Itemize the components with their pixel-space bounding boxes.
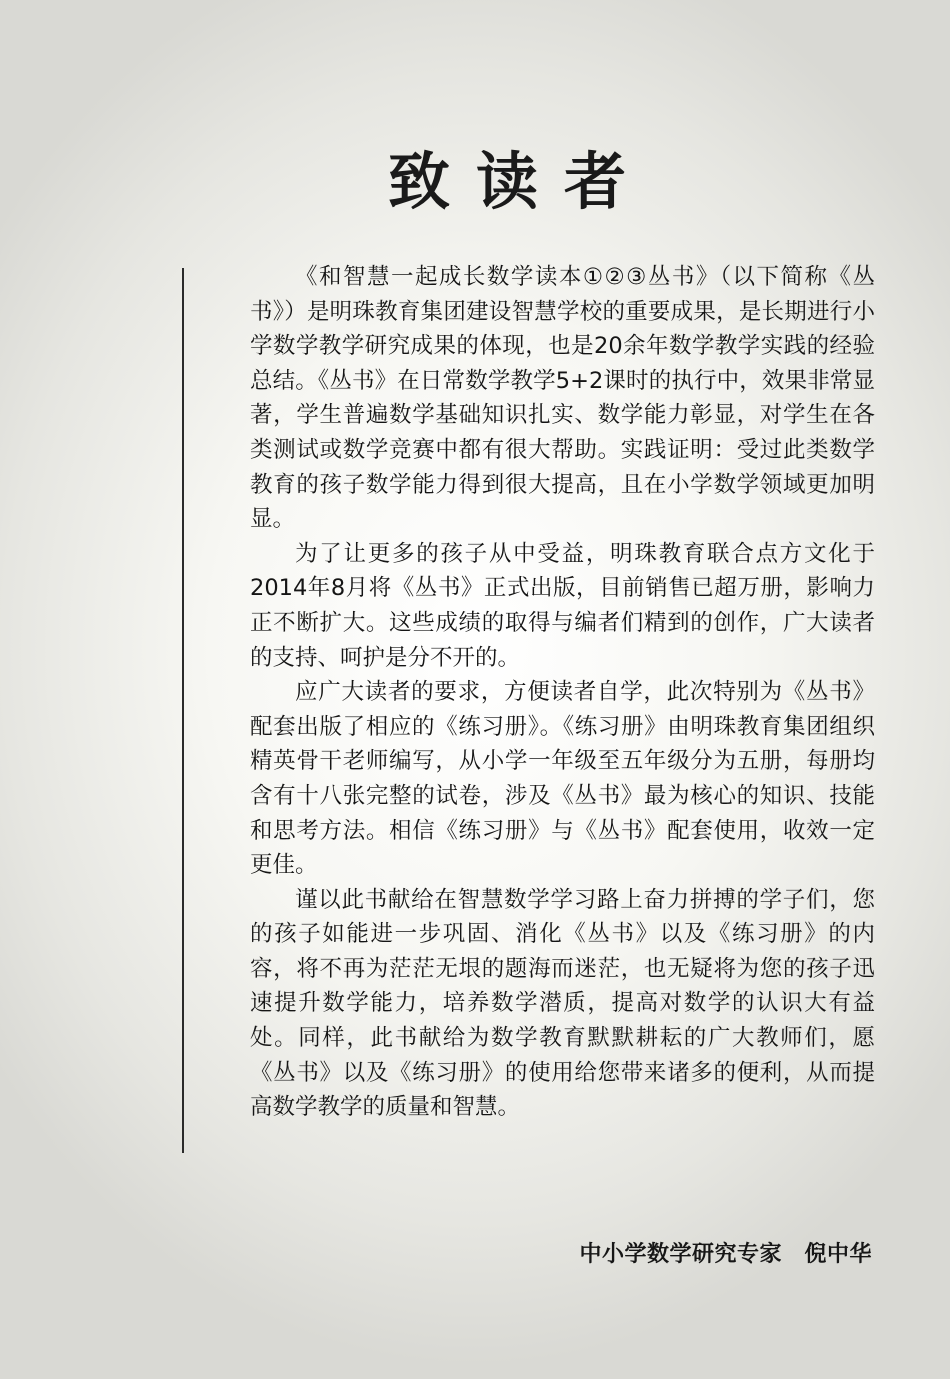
paragraph-3: 应广大读者的要求，方便读者自学，此次特别为《丛书》配套出版了相应的《练习册》。《练习册》由明珠教育集团组织精英骨干老师编写，从小学一年级至五年级分为五册，每册均含有十八张完整的试卷，涉及《丛书》最为核心的知识、技能和思考方法。相信《练习册》与《丛书》配套使用，收效一定更佳。 <box>250 679 875 879</box>
page-title: 致读者 <box>387 145 652 218</box>
vertical-rule <box>182 268 184 1153</box>
paragraph-1: 《和智慧一起成长数学读本①②③丛书》（以下简称《丛书》）是明珠教育集团建设智慧学校的重要成果，是长期进行小学数学教学研究成果的体现，也是20余年数学教学实践的经验总结。《丛书》在日常数学教学5+2课时的执行中，效果非常显著，学生普遍数学基础知识扎实、数学能力彰显，对学生在各类测试或数学竞赛中都有很大帮助。实践证明：受过此类数学教育的孩子数学能力得到很大提高，且在小学数学领域更加明显。 <box>250 264 875 533</box>
author-signature: 中小学数学研究专家 倪中华 <box>579 1242 872 1267</box>
paragraph-2: 为了让更多的孩子从中受益，明珠教育联合点方文化于2014年8月将《丛书》正式出版，目前销售已超万册，影响力正不断扩大。这些成绩的取得与编者们精到的创作，广大读者的支持、呵护是分不开的。 <box>250 540 875 671</box>
letter-body <box>250 260 875 1125</box>
paragraph-4: 谨以此书献给在智慧数学学习路上奋力拼搏的学子们，您的孩子如能进一步巩固、消化《丛书》以及《练习册》的内容，将不再为茫茫无垠的题海而迷茫，也无疑将为您的孩子迅速提升数学能力，培养数学潜质，提高对数学的认识大有益处。同样，此书献给为数学教育默默耕耘的广大教师们，愿《丛书》以及《练习册》的使用给您带来诸多的便利，从而提高数学教学的质量和智慧。 <box>250 886 875 1121</box>
